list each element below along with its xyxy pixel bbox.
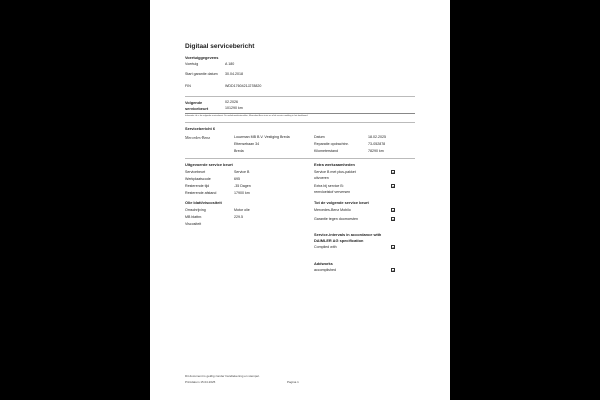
addworks-heading: Addworks [314,261,333,266]
addworks-item: accomplished [314,268,336,272]
oil-sheet-value: 229.5 [234,215,243,219]
intervals-item: Complied with [314,245,337,249]
footer-note: Dit document is geldig zonder handtekening en stempel. [185,374,260,378]
oil-viscosity-label: Viscositeit [185,222,202,226]
date-label: Datum [314,135,325,139]
extra-item-2-line-2: remvloeistof verversen [314,190,351,194]
date-value: 18.02.2025 [368,135,386,139]
extra-item-1-line-2: uitvoeren [314,176,329,180]
divider [185,158,415,159]
dealer-line-2: Ettensebaan 34 [234,142,260,146]
remaining-time-label: Resterende tijd [185,184,210,188]
oil-description-label: Omschrijving [185,208,206,212]
extra-item-2-line-1: Extra bij service B: [314,184,344,188]
vehicle-label: Voertuig [185,62,199,66]
remaining-distance-value: 17900 km [234,191,250,195]
remaining-time-value: -35 Dagen [234,184,251,188]
service-type-value: Service B [234,170,250,174]
footer-print-date: Printdatum 15.04.2025 [185,380,216,384]
brand-logo: Mercedes-Benz [185,135,211,140]
dealer-line-3: Breda [234,149,244,153]
mileage-value: 78290 km [368,149,384,153]
until-next-item-2-checkbox[interactable] [391,217,395,221]
vehicle-value: A 180 [225,62,235,66]
until-next-item-1-checkbox[interactable] [391,208,395,212]
workshop-code-label: Werkplaatscode [185,177,211,181]
extra-item-2-checkbox[interactable] [391,184,395,188]
footer-page-number: Pagina 1 [287,380,299,384]
next-service-note: Informatie t.b.v. de volgende servicebeurt. De onderhoudsintervallen, Mercedes-Benz inzie en of de service melding in het dashboard [185,114,308,117]
extra-work-heading: Extra werkzaamheden [314,162,355,167]
until-next-item-1: Mercedes-Benz Mobilo [314,208,351,212]
addworks-checkbox[interactable] [391,268,395,272]
next-service-km: 101290 km [225,106,243,110]
repair-order-label: Reparatie opdrachtnr. [314,142,349,146]
vehicle-heading: Voertuiggegevens [185,55,219,60]
performed-heading: Uitgevoerde service beurt [185,162,233,167]
next-service-label-2: servicebeurt [185,106,209,111]
document-title: Digitaal servicebericht [185,43,255,50]
warranty-start-value: 30.04.2018 [225,72,243,76]
divider [185,96,415,97]
dealer-line-1: Louwman MB B.V. Vestiging Breda [234,135,290,139]
intervals-heading-1: Service-intervals in accordance with [314,232,382,237]
fin-label: FIN [185,84,191,88]
intervals-checkbox[interactable] [391,245,395,249]
next-service-date: 02.2026 [225,100,238,104]
intervals-heading-2: DAIMLER AG specification [314,238,364,243]
extra-item-1-line-1: Service B met plus-pakket [314,170,356,174]
service-report-heading: Servicebericht 6 [185,126,216,131]
warranty-start-label: Start garantie datum [185,72,218,76]
mileage-label: Kilometerstand [314,149,338,153]
oil-sheet-label: MB blattnr. [185,215,203,219]
extra-item-1-checkbox[interactable] [391,170,395,174]
remaining-distance-label: Resterende afstand [185,191,217,195]
until-next-item-2: Garantie tegen doorroesten [314,217,358,221]
divider [185,122,415,123]
oil-heading: Olie blatt/viscositeit [185,200,222,205]
service-type-label: Servicebeurt [185,170,206,174]
repair-order-value: 73-052878 [368,142,386,146]
fin-value: WDD1760421J278820 [225,84,262,88]
until-next-heading: Tot de volgende service beurt [314,200,369,205]
oil-description-value: Motor olie [234,208,250,212]
workshop-code-value: 695 [234,177,240,181]
next-service-label-1: Volgende [185,100,203,105]
document-page [150,0,450,400]
